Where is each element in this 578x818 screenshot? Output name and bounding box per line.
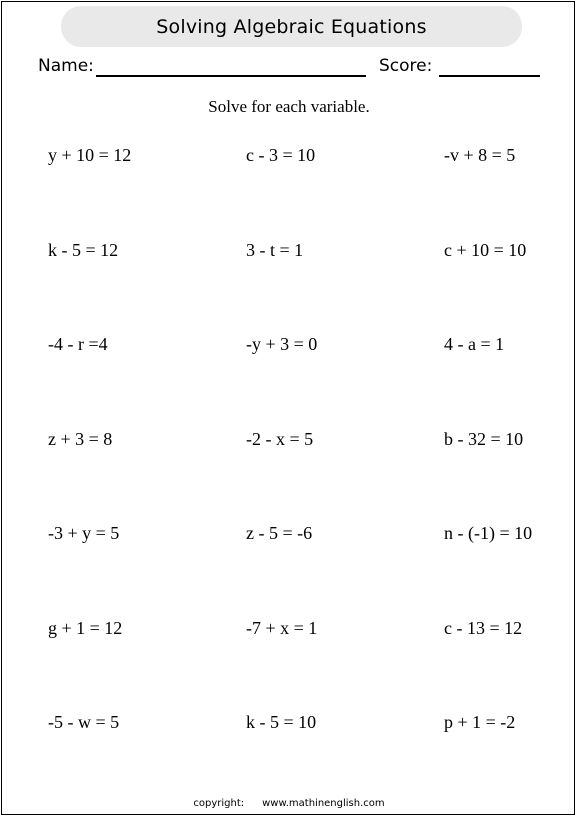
equation-r5-c1: -3 + y = 5: [48, 523, 120, 543]
equation-r4-c1: z + 3 = 8: [48, 429, 113, 449]
equation-r3-c1: -4 - r =4: [48, 334, 108, 354]
equation-r1-c2: c - 3 = 10: [246, 145, 316, 165]
equation-r3-c3: 4 - a = 1: [444, 334, 505, 354]
website-text: www.mathinenglish.com: [262, 798, 385, 809]
equation-r4-c2: -2 - x = 5: [246, 429, 314, 449]
instructions: Solve for each variable.: [208, 97, 370, 116]
equation-r2-c3: c + 10 = 10: [444, 240, 527, 260]
equation-r2-c1: k - 5 = 12: [48, 240, 119, 260]
equation-r6-c1: g + 1 = 12: [48, 618, 123, 638]
name-label: Name:: [38, 56, 94, 76]
equation-r6-c2: -7 + x = 1: [246, 618, 318, 638]
copyright-label: copyright:: [193, 798, 245, 809]
copyright-footer: [0, 798, 578, 809]
equation-r7-c2: k - 5 = 10: [246, 712, 317, 732]
equation-r4-c3: b - 32 = 10: [444, 429, 524, 449]
equation-r1-c1: y + 10 = 12: [48, 145, 132, 165]
equation-r1-c3: -v + 8 = 5: [444, 145, 516, 165]
equation-r2-c2: 3 - t = 1: [246, 240, 304, 260]
equation-r3-c2: -y + 3 = 0: [246, 334, 318, 354]
score-label: Score:: [379, 56, 433, 76]
equation-r7-c1: -5 - w = 5: [48, 712, 120, 732]
equation-r5-c3: n - (-1) = 10: [444, 523, 533, 543]
worksheet-title: Solving Algebraic Equations: [61, 6, 522, 47]
equation-r5-c2: z - 5 = -6: [246, 523, 313, 543]
equation-r7-c3: p + 1 = -2: [444, 712, 516, 732]
equation-r6-c3: c - 13 = 12: [444, 618, 523, 638]
